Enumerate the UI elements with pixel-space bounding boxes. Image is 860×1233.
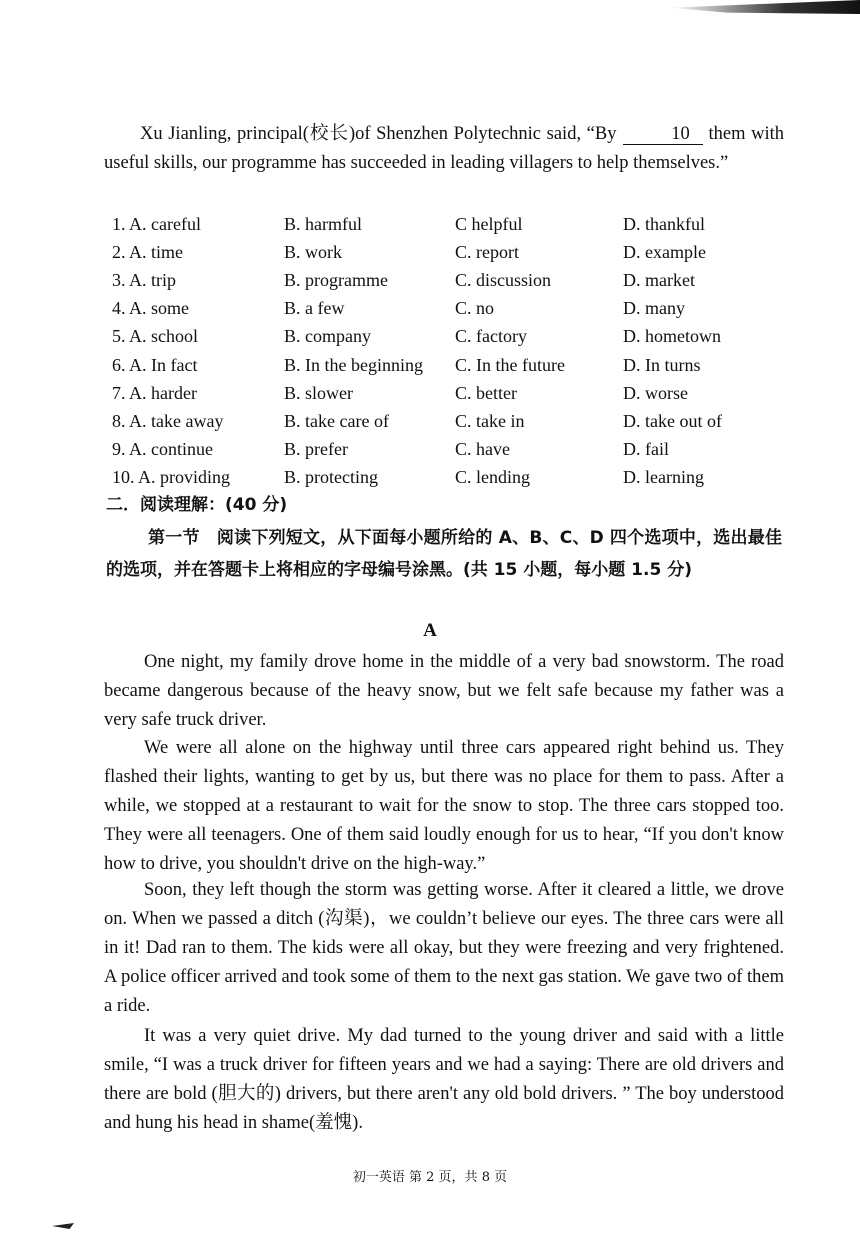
option-b: B. company [284, 326, 371, 347]
intro-text-after: them with useful skills, our programme has succeeded in leading villagers to help themselves.” [104, 124, 784, 173]
option-d: D. example [623, 241, 706, 262]
option-c: C. take in [455, 410, 525, 431]
passage-paragraph: One night, my family drove home in the middle of a very bad snowstorm. The road became dangerous because of the heavy snow, but we felt safe because my father was a very safe truck driver. [104, 652, 784, 730]
intro-paragraph [104, 120, 784, 178]
option-b: B. harmful [284, 213, 362, 234]
scan-mark [52, 1223, 74, 1229]
option-b: B. work [284, 241, 342, 262]
option-c: C. no [455, 298, 495, 319]
option-b: B. programme [284, 269, 388, 290]
option-a: 3. A. trip [112, 269, 177, 290]
option-a: 8. A. take away [112, 410, 224, 431]
option-c: C. report [455, 241, 519, 262]
option-a: 10. A. providing [112, 467, 231, 488]
option-b: B. prefer [284, 439, 348, 460]
option-b: B. a few [284, 298, 345, 319]
option-d: D. fail [623, 439, 669, 460]
option-a: 2. A. time [112, 241, 183, 262]
option-row [112, 407, 752, 435]
option-b: B. slower [284, 382, 353, 403]
option-d: D. hometown [623, 326, 721, 347]
option-a: 4. A. some [112, 298, 190, 319]
option-b: B. protecting [284, 467, 378, 488]
option-a: 9. A. continue [112, 439, 213, 460]
answer-blank: 10 [623, 124, 703, 145]
option-c: C. factory [455, 326, 527, 347]
passage-paragraph: It was a very quiet drive. My dad turned to the young driver and said with a little smile, “I was a truck driver for fifteen years and we had a saying: There are old drivers and there are bold (胆大的) drivers, but there aren't any old bold drivers. ” The boy understood and hung his head in shame(羞愧). [104, 1026, 784, 1133]
passage-paragraph: Soon, they left though the storm was getting worse. After it cleared a little, we drove on. When we passed a ditch (沟渠)，we couldn’t believe our eyes. The three cars were all in it! Dad ran to them. The kids were all okay, but they were freezing and very frightened. A police officer arrived and took some of them to the next gas station. We gave two of them a ride. [104, 880, 784, 1016]
option-c: C. better [455, 382, 517, 403]
option-row [112, 295, 752, 323]
option-a: 5. A. school [112, 326, 199, 347]
option-c: C. discussion [455, 269, 552, 290]
option-b: B. In the beginning [284, 354, 423, 375]
option-d: D. thankful [623, 213, 705, 234]
option-d: D. learning [623, 467, 704, 488]
passage-label: A [423, 620, 437, 641]
option-d: D. market [623, 269, 695, 290]
option-d: D. many [623, 298, 685, 319]
option-row [112, 210, 752, 238]
option-row [112, 266, 752, 294]
option-a: 6. A. In fact [112, 354, 198, 375]
option-c: C helpful [455, 213, 523, 234]
option-d: D. take out of [623, 410, 722, 431]
option-a: 7. A. harder [112, 382, 197, 403]
option-row [112, 379, 752, 407]
option-row [112, 436, 752, 464]
options-table [112, 210, 752, 492]
page-footer: 初一英语 第 2 页，共 8 页 [352, 1170, 508, 1185]
intro-text-before: Xu Jianling, principal(校长)of Shenzhen Polytechnic said, “By [140, 124, 617, 144]
section-heading: 二．阅读理解：(40 分) [106, 495, 288, 515]
option-row [112, 464, 752, 492]
option-row [112, 323, 752, 351]
option-b: B. take care of [284, 410, 389, 431]
option-row [112, 238, 752, 266]
section-instruction: 第一节 阅读下列短文，从下面每小题所给的 A、B、C、D 四个选项中，选出最佳的选项，并在答题卡上将相应的字母编号涂黑。(共 15 小题，每小题 1.5 分) [106, 528, 782, 580]
option-d: D. In turns [623, 354, 701, 375]
option-d: D. worse [623, 382, 688, 403]
option-c: C. lending [455, 467, 530, 488]
scan-shadow [670, 0, 860, 14]
option-c: C. have [455, 439, 510, 460]
option-a: 1. A. careful [112, 213, 201, 234]
passage-paragraph: We were all alone on the highway until three cars appeared right behind us. They flashed their lights, wanting to get by us, but there was no place for them to pass. After a while, we stopped at a restaurant to wait for the snow to stop. The three cars stopped too. They were all teenagers. One of them said loudly enough for us to hear, “If you don't know how to drive, you shouldn't drive on the high-way.” [104, 738, 784, 874]
option-c: C. In the future [455, 354, 565, 375]
option-row [112, 351, 752, 379]
